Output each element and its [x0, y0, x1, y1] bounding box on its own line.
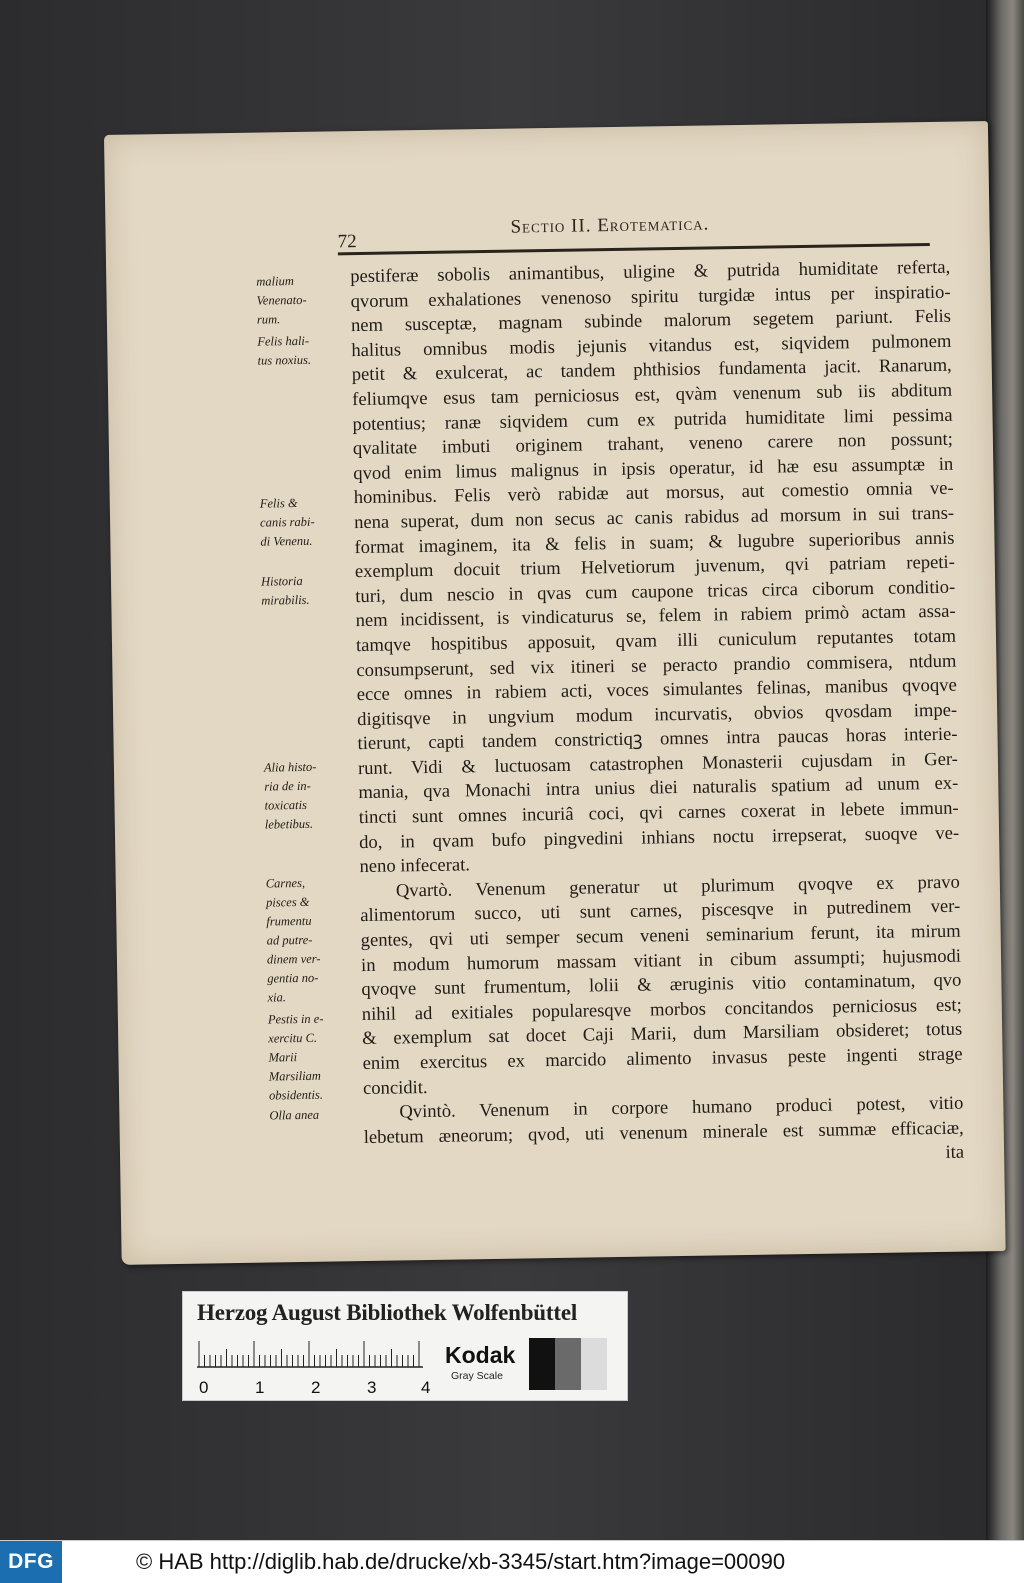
text-line: feliumqve esus tam perniciosus est, qvàm venenum sub iis abditum [352, 379, 953, 411]
gray-scale-label: Gray Scale [451, 1370, 503, 1382]
swatch-gray [555, 1338, 581, 1390]
margin-note-line: Pestis in e- [267, 1011, 324, 1027]
margin-note-line: canis rabi- [259, 514, 315, 530]
ruler-number: 2 [311, 1378, 321, 1397]
text-line: turi, dum nescio in qvas cum caupone tricas circa ciborum conditio- [355, 576, 956, 607]
text-line: alimentorum succo, uti sunt carnes, piscesqve in putredinem ver- [360, 896, 961, 927]
page-number: 72 [337, 231, 357, 253]
text-line: neno infecerat. [359, 854, 471, 878]
text-line: tierunt, capti tandem constrictiqꝫ omnes intra paucas horas interie- [357, 723, 958, 755]
text-line: format imaginem, ita & felis in suam; & lugubre superioribus annis [354, 527, 955, 558]
margin-note-line: Marsiliam [268, 1068, 322, 1084]
dfg-logo: DFG [0, 1541, 62, 1583]
margin-note-line: dinem ver- [266, 951, 321, 967]
text-line: nena superat, dum non secus ac canis rabidus ad morsum in sui trans- [353, 502, 955, 534]
text-line: in modum humorum massam vitiant in cibum assumpti; hujusmodi [360, 945, 962, 976]
margin-note-line: di Venenu. [260, 533, 313, 549]
footer-bar [0, 1540, 1024, 1583]
margin-note-line: ad putre- [266, 932, 313, 948]
ruler-number: 3 [367, 1378, 377, 1397]
margin-note-line: Olla anea [269, 1107, 320, 1123]
text-line: mania, qva Monachi intra unius diei naturalis spatium ad unum ex- [358, 773, 959, 804]
text-line: & exemplum sat docet Caji Marii, dum Marsiliam obsideret; totus [362, 1019, 963, 1050]
library-name: Herzog August Bibliothek Wolfenbüttel [197, 1300, 578, 1325]
ruler-number: 1 [255, 1378, 265, 1397]
text-line: nihil ad exitiales popularesqve morbos concitandos perniciosus est; [361, 994, 962, 1025]
text-line: ecce omnes in rabiem acti, voces simulantes felinas, manibus qvoqve [356, 674, 957, 706]
margin-note [261, 571, 362, 611]
margin-note-line: Marii [268, 1050, 298, 1065]
gray-scale-card [182, 1291, 628, 1401]
text-line: tamqve hospitibus apposuit, qvam illi cuniculum reputantes totam [355, 625, 957, 657]
text-line: tincti sunt omnes incuriâ coci, qvi carnes coxerat in lebete immun- [358, 797, 959, 829]
ruler-numbers [193, 1378, 433, 1398]
text-line: runt. Vidi & luctuosam catastrophen Monasterii cujusdam in Ger- [357, 748, 959, 779]
margin-note-line: xercitu C. [268, 1030, 318, 1046]
margin-note-line: mirabilis. [261, 592, 310, 608]
margin-notes [256, 261, 356, 1123]
text-line: qvorum exhalationes venenoso spiritu turgidæ intus per inspiratio- [350, 281, 951, 312]
margin-note-line: rum. [256, 312, 281, 327]
margin-note-line: xia. [267, 990, 287, 1005]
text-line: gentes, qvi uti semper secum veneni seminarium ferunt, ita mirum [360, 920, 961, 952]
text-line: potentius; ranæ siqvidem cum ex putrida humiditate limi pessima [352, 404, 953, 435]
margin-note [268, 1009, 369, 1106]
body-text [350, 256, 964, 1175]
margin-note [266, 873, 368, 1008]
margin-note-line: Felis hali- [257, 333, 310, 349]
margin-note-line: Felis & [259, 496, 298, 511]
text-line: do, in qvam bufo pingvedini inhians noctu irrepserat, suoqve ve- [358, 822, 960, 853]
margin-note-line: pisces & [265, 894, 310, 910]
text-line: hominibus. Felis verò rabidæ aut morsus, aut comestio omnia ve- [353, 478, 954, 509]
text-line: digitisqve in ungvium modum incurvatis, obvios qvosdam impe- [357, 699, 958, 730]
text-line: lebetum æneorum; qvod, uti venenum minerale est summæ efficaciæ, [363, 1117, 964, 1148]
margin-note [257, 331, 358, 371]
margin-note-line: frumentu [266, 913, 312, 929]
swatch-light [581, 1338, 607, 1390]
header-rule [338, 243, 930, 255]
margin-note-line: Alia histo- [263, 759, 317, 775]
ruler-number: 0 [199, 1378, 209, 1397]
text-line: qvoqve sunt frumentum, lolii & æruginis vitio contaminatum, qvo [361, 969, 962, 1001]
swatch-black [529, 1338, 555, 1390]
text-line: nem susceptæ, magnam subinde malorum segetem pariunt. Felis [350, 305, 952, 337]
text-line: Qvartò. Venenum generatur ut plurimum qvoqve ex pravo [395, 871, 961, 902]
text-line: petit & exulcerat, ac tandem phthisios fundamenta jacit. Ranarum, [351, 355, 952, 386]
margin-note-line: Carnes, [265, 875, 306, 891]
margin-note [264, 757, 365, 835]
margin-note-line: gentia no- [267, 970, 319, 986]
kodak-logo: Kodak [445, 1342, 516, 1368]
running-head: Sectio II. Erotematica. [510, 213, 710, 238]
footer-credit: © HAB http://diglib.hab.de/drucke/xb-3345/start.htm?image=00090 [136, 1549, 786, 1574]
ruler-number: 4 [421, 1378, 431, 1397]
margin-note-line: Venenato- [256, 292, 307, 308]
margin-note [260, 493, 361, 552]
catchword: ita [945, 1141, 965, 1164]
text-line: concidit. [362, 1076, 428, 1099]
margin-note-line: malium [256, 274, 294, 289]
text-line: exemplum docuit trium Helvetiorum juvenum, qvi patriam repeti- [354, 551, 955, 583]
margin-note-line: lebetibus. [264, 816, 314, 832]
text-line: pestiferæ sobolis animantibus, uligine & putrida humiditate referta, [350, 256, 951, 288]
margin-note-line: tus noxius. [257, 352, 312, 368]
ruler [197, 1340, 423, 1368]
text-line: enim exercitus ex marcido alimento invasus peste ingenti strage [362, 1043, 963, 1075]
margin-note-line: toxicatis [264, 797, 308, 813]
text-line: qvod enim limus malignus in ipsis operatur, id hæ esu assumptæ in [353, 453, 954, 484]
text-line: nem incidissent, is vindicaturus se, felem in rabiem primò actam assa- [355, 600, 956, 632]
text-line: Qvintò. Venenum in corpore humano produci potest, vitio [399, 1092, 964, 1123]
margin-note-line: obsidentis. [268, 1087, 324, 1103]
gray-swatches [529, 1338, 607, 1390]
text-line: halitus omnibus modis jejunis vitandus est, siqvidem pulmonem [351, 330, 952, 361]
margin-note [256, 271, 357, 330]
margin-note [269, 1105, 369, 1126]
margin-note-line: ria de in- [264, 778, 311, 794]
book-page [104, 121, 1006, 1265]
margin-note-line: Historia [260, 573, 303, 589]
text-line: consumpserunt, sed vix itineri se peracto prandio commisera, ntdum [356, 650, 957, 681]
text-line: qvalitate imbuti originem trahant, veneno carere non possunt; [352, 428, 954, 460]
